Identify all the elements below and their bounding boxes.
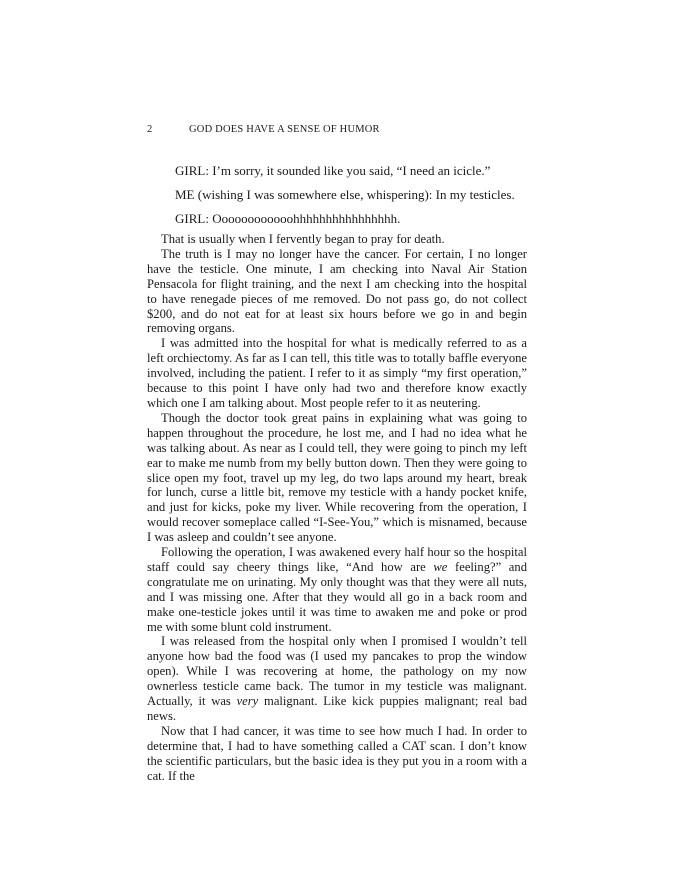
paragraph-6: [147, 634, 527, 723]
running-header: [147, 124, 527, 135]
paragraph-5-emphasis: we: [433, 559, 448, 574]
dialogue-line: GIRL: I’m sorry, it sounded like you said, “I need an icicle.”: [175, 163, 491, 178]
paragraph-5-text-a: Following the operation, I was awakened every half hour so the hospital staff could say cheery things like, “And how are: [147, 545, 527, 574]
paragraph-5: [147, 545, 527, 634]
page-number: 2: [147, 124, 153, 135]
paragraph-6-text-b: malignant. Like kick puppies malignant; real bad news.: [147, 694, 528, 723]
paragraph-6-text-a: I was released from the hospital only when I promised I wouldn’t tell anyone how bad the food was (I used my pancakes to prop the window open). While I was recovering at home, the pathology on my now ownerless testicle came back. The tumor in my testicle was malignant. Actually, it was: [147, 634, 527, 709]
paragraph-3: I was admitted into the hospital for what is medically referred to as a left orchiectomy. As far as I can tell, this title was to totally baffle everyone involved, including the patient. I refer to it as simply “my first operation,” because to this point I have only had two and therefore know exactly which one I am talking about. Most people refer to it as neutering.: [147, 336, 527, 410]
dialogue-line: GIRL: Oooooooooooohhhhhhhhhhhhhhhh.: [175, 211, 401, 226]
dialogue-line: ME (wishing I was somewhere else, whispering): In my testicles.: [175, 187, 515, 202]
paragraph-5-text-b: feeling?” and congratulate me on urinating. My only thought was that they were all nuts, and I was missing one. After that they would all go in a back room and make one-testicle jokes until it was time to awaken me and poke or prod me with some blunt cold instrument.: [147, 559, 527, 634]
paragraph-4: Though the doctor took great pains in explaining what was going to happen throughout the procedure, he lost me, and I had no idea what he was talking about. As near as I could tell, they were going to pinch my left ear to make me numb from my belly button down. Then they were going to slice open my foot, travel up my leg, do two laps around my heart, break for lunch, curse a little bit, remove my testicle with a handy pocket knife, and just for kicks, poke my liver. While recovering from the operation, I would recover someplace called “I-See-You,” which is misnamed, because I was asleep and couldn’t see anyone.: [147, 410, 527, 545]
paragraph-2: The truth is I may no longer have the cancer. For certain, I no longer have the testicle. One minute, I am checking into Naval Air Station Pensacola for flight training, and the next I am checking into the hospital to have renegade pieces of me removed. Do not pass go, do not collect $200, and do not eat for at least six hours before we go in and begin removing organs.: [147, 246, 527, 336]
paragraph-1: That is usually when I fervently began to pray for death.: [161, 232, 445, 246]
paragraph-7: Now that I had cancer, it was time to see how much I had. In order to determine that, I had to have something called a CAT scan. I don’t know the scientific particulars, but the basic idea is they put you in a room with a cat. If the: [147, 723, 527, 783]
paragraph-6-emphasis: very: [236, 694, 259, 709]
body-text: [147, 232, 527, 784]
running-title: GOD DOES HAVE A SENSE OF HUMOR: [189, 124, 380, 135]
dialogue-block: [175, 162, 535, 234]
